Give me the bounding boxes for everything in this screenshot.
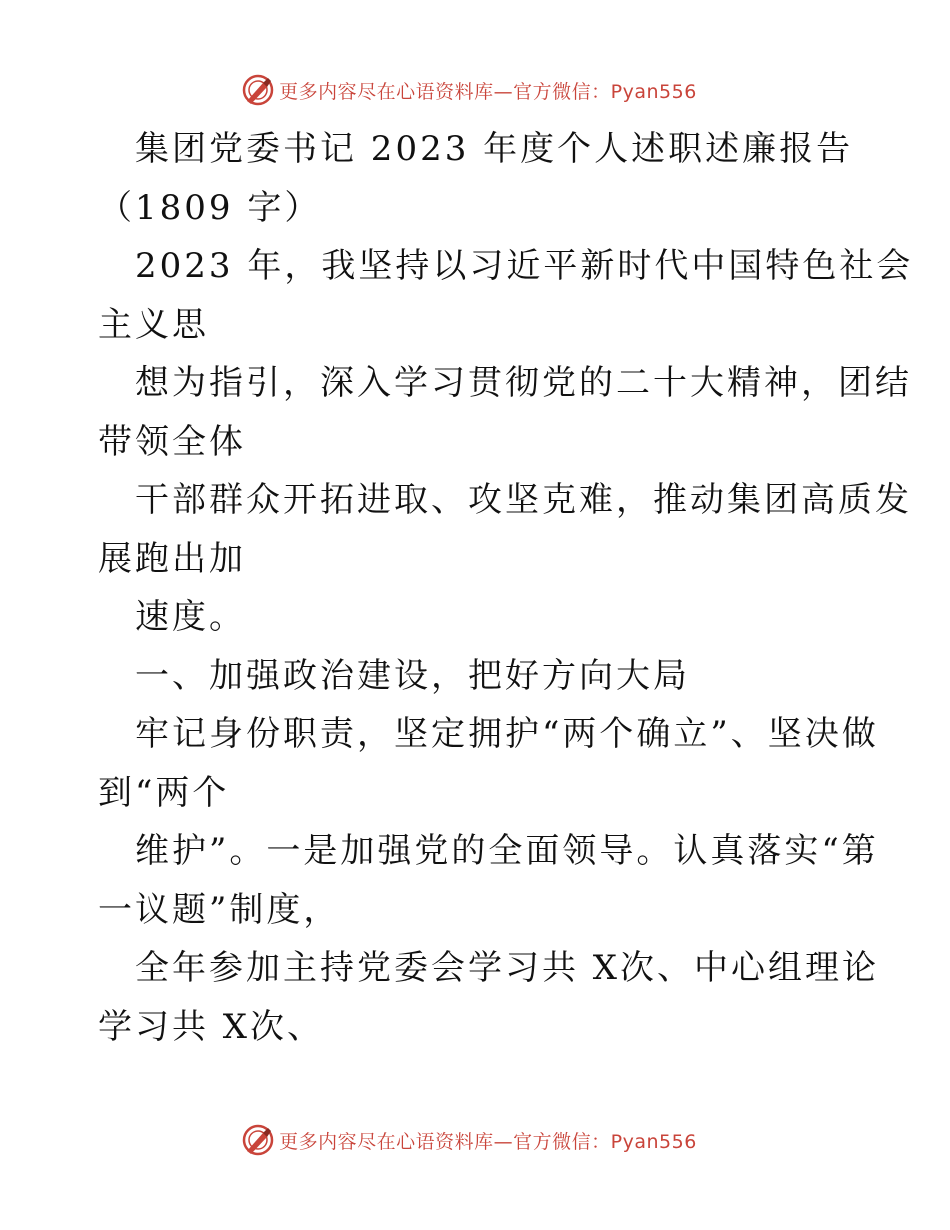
pen-logo-icon	[241, 73, 275, 107]
text-line: 维护”。一是加强党的全面领导。认真落实“第	[135, 831, 879, 871]
document-title: 集团党委书记 2023 年度个人述职述廉报告	[135, 129, 854, 169]
text-line: 展跑出加	[98, 538, 246, 579]
text-line: 想为指引，深入学习贯彻党的二十大精神，团结	[135, 363, 912, 403]
pen-logo-icon	[241, 1123, 275, 1157]
text-line: （1809 字）	[98, 187, 322, 228]
text-line: 主义思	[98, 304, 209, 345]
watermark-text: 更多内容尽在心语资料库—官方微信：Pyan556	[279, 80, 697, 103]
text-line: 牢记身份职责，坚定拥护“两个确立”、坚决做	[135, 714, 879, 754]
text-line: 学习共 X次、	[98, 1006, 325, 1047]
text-line: 全年参加主持党委会学习共 X次、中心组理论	[135, 948, 880, 988]
text-line: 到“两个	[98, 772, 230, 813]
watermark-text: 更多内容尽在心语资料库—官方微信：Pyan556	[279, 1130, 697, 1153]
watermark-footer	[0, 1120, 950, 1160]
document-body	[98, 120, 914, 1056]
text-line: 速度。	[135, 597, 246, 637]
text-line: 2023 年，我坚持以习近平新时代中国特色社会	[135, 246, 914, 286]
text-line: 一议题”制度，	[98, 889, 341, 930]
text-line: 干部群众开拓进取、攻坚克难，推动集团高质发	[135, 480, 912, 520]
text-line: 一、加强政治建设，把好方向大局	[135, 655, 690, 696]
text-line: 带领全体	[98, 421, 246, 462]
watermark-header	[0, 70, 950, 110]
